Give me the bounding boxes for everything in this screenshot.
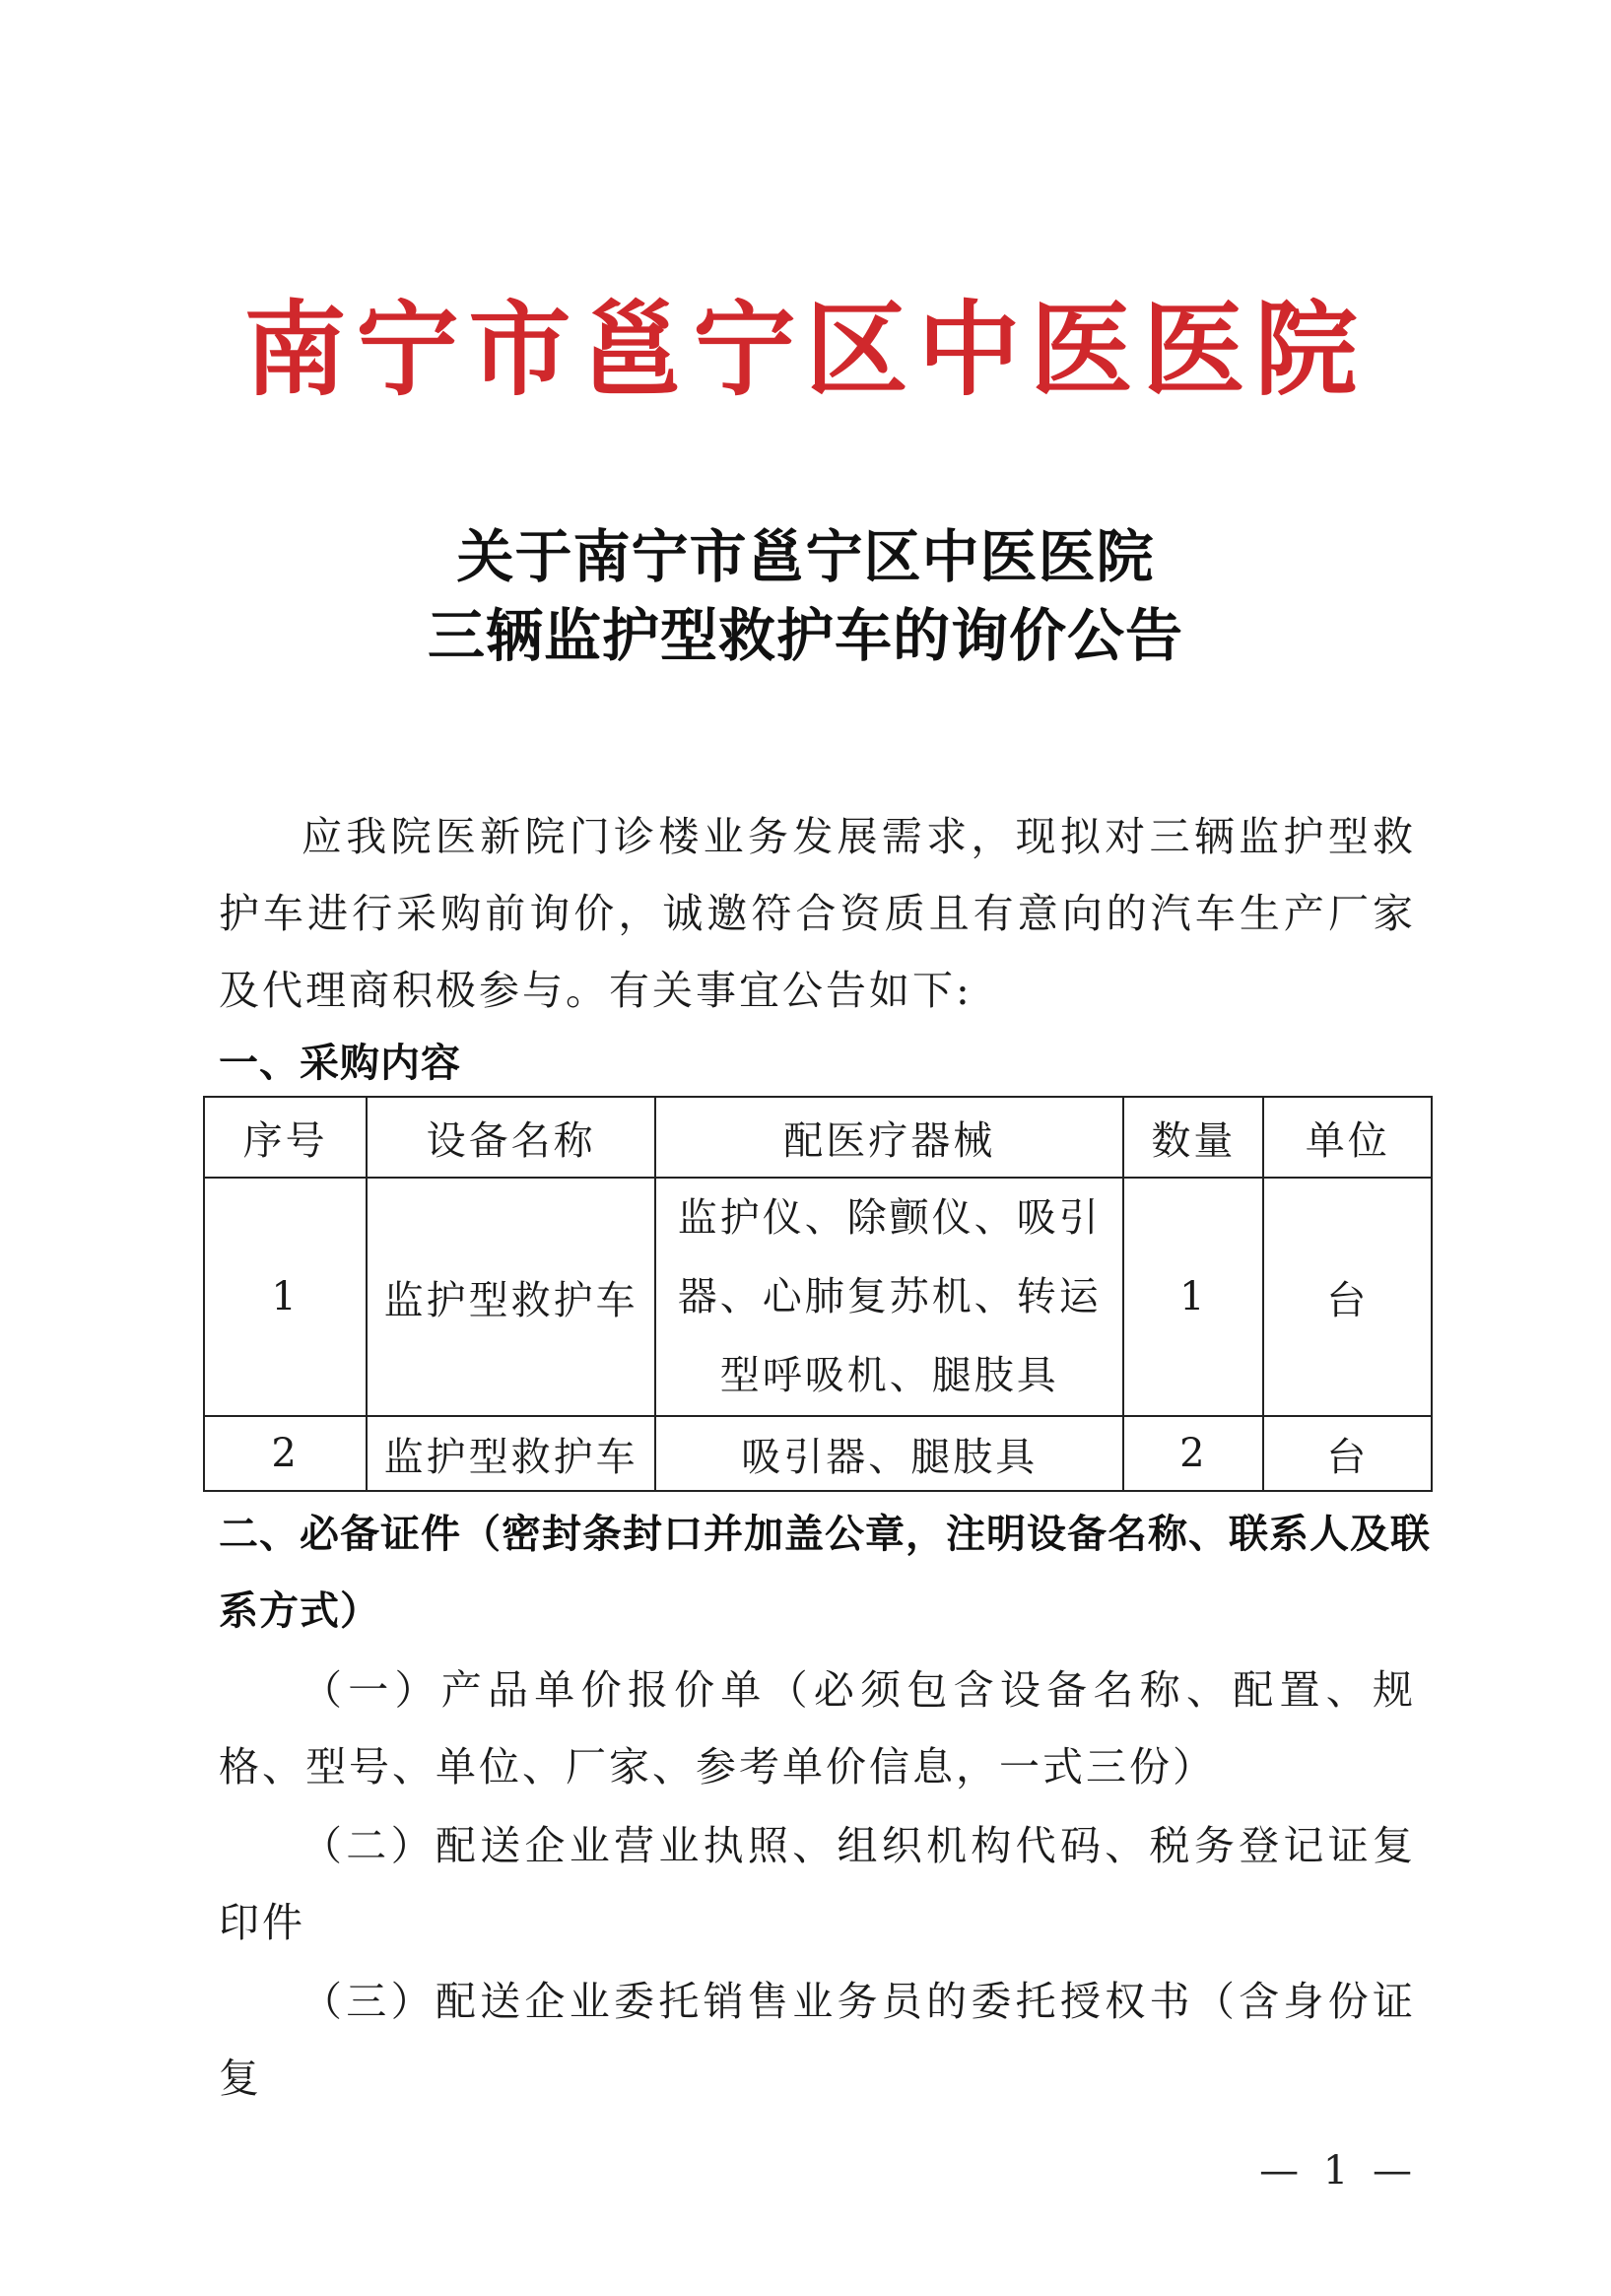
cell-no: 1: [204, 1178, 367, 1416]
section-2-item-3: （三）配送企业委托销售业务员的委托授权书（含身份证复: [219, 1978, 1416, 2102]
intro-paragraph: 应我院医新院门诊楼业务发展需求，现拟对三辆监护型救护车进行采购前询价，诚邀符合资质且有意向的汽车生产厂家及代理商积极参与。有关事宜公告如下:: [219, 813, 1416, 1014]
table-row: [204, 1178, 1432, 1416]
document-title: [0, 517, 1611, 675]
section-2-heading: 二、必备证件（密封条封口并加盖公章，注明设备名称、联系人及联系方式）: [219, 1512, 1431, 1634]
table-row: [204, 1416, 1432, 1491]
cell-quantity: 1: [1123, 1178, 1263, 1416]
cell-no: 2: [204, 1416, 367, 1491]
cell-equipment: 监护仪、除颤仪、吸引器、心肺复苏机、转运型呼吸机、腿肢具: [655, 1178, 1123, 1416]
cell-equipment: 吸引器、腿肢具: [655, 1416, 1123, 1491]
col-header-no: 序号: [204, 1097, 367, 1178]
hospital-letterhead: 南宁市邕宁区中医医院: [243, 289, 1368, 410]
cell-unit: 台: [1263, 1416, 1432, 1491]
cell-unit: 台: [1263, 1178, 1432, 1416]
procurement-table: [203, 1096, 1433, 1492]
cell-device-name: 监护型救护车: [367, 1416, 655, 1491]
title-line-2: 三辆监护型救护车的询价公告: [427, 602, 1183, 669]
col-header-equipment: 配医疗器械: [655, 1097, 1123, 1178]
table-header-row: [204, 1097, 1432, 1178]
section-1-heading: 一、采购内容: [219, 1041, 461, 1086]
section-2-item-1: （一）产品单价报价单（必须包含设备名称、配置、规格、型号、单位、厂家、参考单价信息，一式三份）: [219, 1666, 1416, 1790]
cell-device-name: 监护型救护车: [367, 1178, 655, 1416]
col-header-device-name: 设备名称: [367, 1097, 655, 1178]
col-header-quantity: 数量: [1123, 1097, 1263, 1178]
page-number: — 1 —: [1259, 2148, 1418, 2194]
section-2-item-2: （二）配送企业营业执照、组织机构代码、税务登记证复印件: [219, 1822, 1416, 1946]
title-line-1: 关于南宁市邕宁区中医医院: [456, 523, 1155, 590]
col-header-unit: 单位: [1263, 1097, 1432, 1178]
cell-quantity: 2: [1123, 1416, 1263, 1491]
